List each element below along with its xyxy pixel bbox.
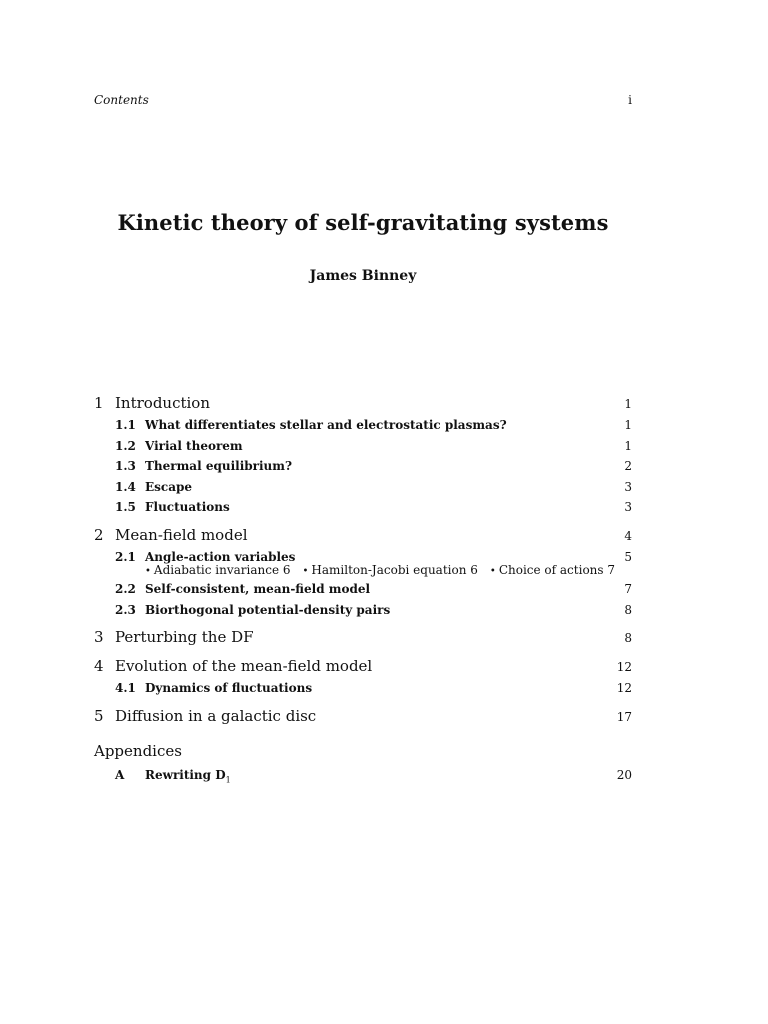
section-number: 3	[94, 628, 104, 646]
toc-section-entry[interactable]	[94, 626, 632, 648]
subsection-number: 1.2	[115, 438, 136, 453]
subsubsection-entry[interactable]	[145, 563, 291, 577]
bullet-icon: •	[302, 566, 309, 577]
subsection-page: 3	[624, 479, 632, 494]
appendix-title	[145, 762, 594, 793]
toc-section-entry[interactable]	[94, 655, 632, 677]
toc-section-entry[interactable]	[94, 705, 632, 727]
subsection-title: Virial theorem	[145, 438, 243, 453]
section-number: 1	[94, 394, 104, 412]
subsection-title: Biorthogonal potential-density pairs	[145, 602, 391, 617]
toc-subsection-entry[interactable]	[94, 456, 632, 477]
section-page: 17	[616, 709, 632, 724]
subsubsection-entry[interactable]	[490, 563, 615, 577]
appendix-title-text: Rewriting D	[145, 767, 226, 782]
subsection-page: 7	[624, 582, 632, 596]
subsubsection-text: Choice of actions 7	[498, 563, 615, 577]
subsection-page: 2	[624, 459, 632, 473]
section-spacer	[94, 728, 632, 734]
section-number: 2	[94, 525, 104, 544]
subsection-number: 1.4	[115, 479, 136, 494]
appendices-heading: Appendices	[94, 741, 182, 760]
subsection-page: 1	[624, 438, 632, 453]
table-of-contents	[94, 392, 632, 788]
toc-sections	[94, 392, 632, 734]
subsection-title: What differentiates stellar and electrostatic plasmas?	[145, 418, 507, 432]
toc-appendix-entry[interactable]	[94, 762, 632, 788]
toc-subsection-entry[interactable]	[94, 600, 632, 621]
subsection-title: Thermal equilibrium?	[145, 459, 292, 473]
toc-subsection-entry[interactable]	[94, 678, 632, 699]
subsection-number: 2.1	[115, 549, 136, 564]
toc-section-entry[interactable]	[94, 392, 632, 414]
appendix-title-subscript: 1	[225, 774, 231, 784]
toc-appendices	[94, 762, 632, 788]
bullet-icon: •	[145, 566, 151, 577]
subsection-title: Self-consistent, mean-field model	[145, 582, 371, 596]
section-title: Perturbing the DF	[115, 628, 254, 646]
subsection-title: Dynamics of fluctuations	[145, 681, 313, 695]
page-number: i	[628, 93, 632, 107]
subsection-number: 2.2	[115, 582, 136, 596]
appendix-letter: A	[115, 767, 125, 782]
subsection-page: 12	[616, 681, 632, 695]
section-page: 12	[616, 660, 632, 674]
subsection-title: Angle-action variables	[145, 549, 296, 564]
section-number: 5	[94, 706, 104, 725]
section-title: Introduction	[115, 394, 210, 412]
subsection-number: 2.3	[115, 602, 136, 617]
appendix-page: 20	[616, 767, 632, 782]
author-name: James Binney	[309, 268, 417, 284]
subsection-title: Fluctuations	[145, 500, 230, 514]
subsection-page: 1	[624, 418, 632, 432]
subsection-number: 1.5	[115, 500, 136, 514]
subsubsection-text: Hamilton-Jacobi equation 6	[311, 563, 478, 577]
subsubsection-list	[94, 563, 632, 577]
toc-subsection-entry[interactable]	[94, 497, 632, 518]
subsection-page: 5	[624, 549, 632, 564]
section-page: 8	[624, 631, 632, 645]
subsubsection-text: Adiabatic invariance 6	[153, 563, 291, 577]
toc-subsection-entry[interactable]	[94, 579, 632, 600]
document-title: Kinetic theory of self-gravitating systems	[117, 210, 609, 235]
subsection-title: Escape	[145, 479, 193, 494]
running-head-left: Contents	[94, 93, 149, 107]
subsection-number: 1.1	[115, 418, 136, 432]
section-page: 1	[624, 397, 632, 411]
section-title: Mean-field model	[115, 525, 248, 544]
running-head	[94, 93, 632, 107]
section-title: Evolution of the mean-field model	[115, 657, 373, 675]
section-page: 4	[624, 528, 632, 543]
subsection-page: 3	[624, 500, 632, 514]
toc-section-entry[interactable]	[94, 524, 632, 546]
section-number: 4	[94, 657, 104, 675]
toc-subsection-entry[interactable]	[94, 415, 632, 436]
bullet-icon: •	[489, 566, 496, 577]
section-title: Diffusion in a galactic disc	[115, 706, 317, 725]
subsection-page: 8	[624, 602, 632, 617]
subsubsection-entry[interactable]	[303, 563, 478, 577]
toc-subsection-entry[interactable]	[94, 477, 632, 498]
subsection-number: 4.1	[115, 681, 136, 695]
subsection-number: 1.3	[115, 459, 136, 473]
toc-subsection-entry[interactable]	[94, 436, 632, 457]
